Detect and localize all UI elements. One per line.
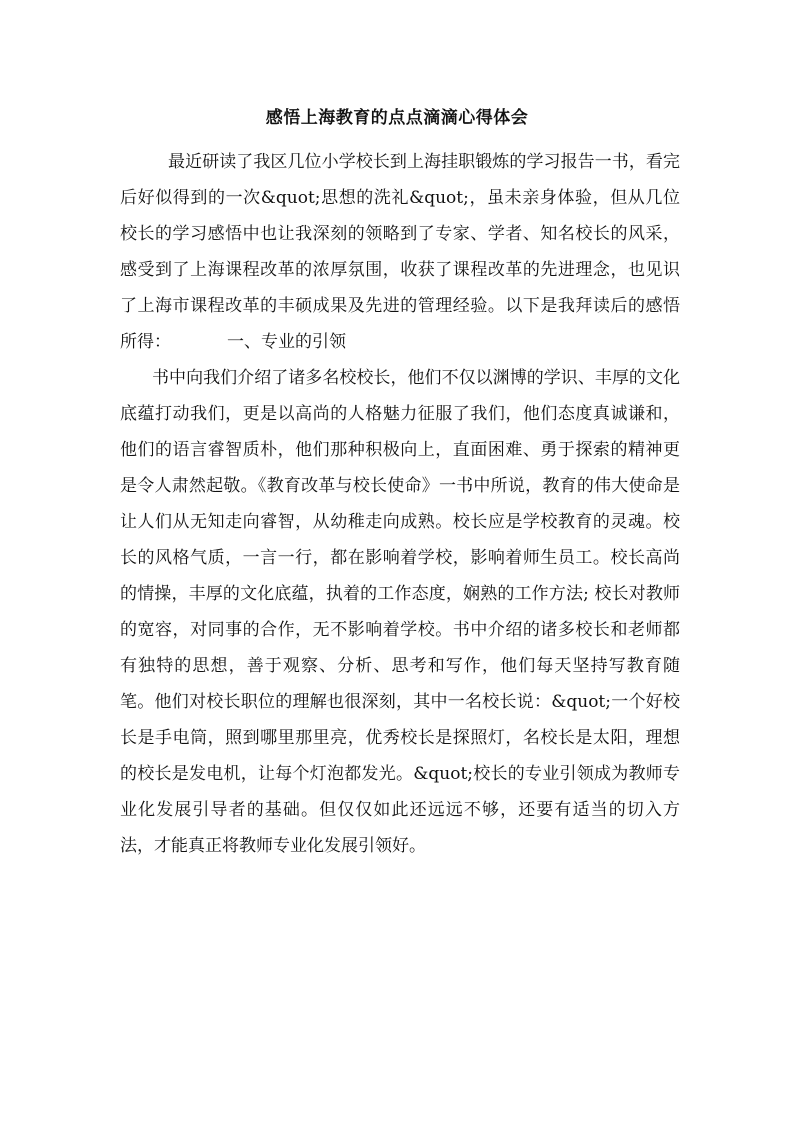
document-body bbox=[120, 144, 680, 864]
paragraph-professional-guidance: 书中向我们介绍了诸多名校校长，他们不仅以渊博的学识、丰厚的文化底蕴打动我们，更是以高尚的人格魅力征服了我们，他们态度真诚谦和，他们的语言睿智质朴，他们那种积极向上，直面困难、勇于探索的精神更是令人肃然起敬。《教育改革与校长使命》一书中所说，教育的伟大使命是让人们从无知走向睿智，从幼稚走向成熟。校长应是学校教育的灵魂。校长的风格气质，一言一行，都在影响着学校，影响着师生员工。校长高尚的情操，丰厚的文化底蕴，执着的工作态度，娴熟的工作方法; 校长对教师的宽容，对同事的合作，无不影响着学校。书中介绍的诸多校长和老师都有独特的思想，善于观察、分析、思考和写作，他们每天坚持写教育随笔。他们对校长职位的理解也很深刻，其中一名校长说：&quot;一个好校长是手电筒，照到哪里那里亮，优秀校长是探照灯，名校长是太阳，理想的校长是发电机，让每个灯泡都发光。&quot;校长的专业引领成为教师专业化发展引导者的基础。但仅仅如此还远远不够，还要有适当的切入方法，才能真正将教师专业化发展引领好。 bbox=[120, 368, 680, 856]
paragraph-intro bbox=[120, 144, 680, 360]
paragraph-intro-text: 最近研读了我区几位小学校长到上海挂职锻炼的学习报告一书，看完后好似得到的一次&quot;思想的洗礼&quot;，虽未亲身体验，但从几位校长的学习感悟中也让我深刻的领略到了专家、学者、知名校长的风采，感受到了上海课程改革的浓厚氛围，收获了课程改革的先进理念，也见识了上海市课程改革的丰硕成果及先进的管理经验。以下是我拜读后的感悟所得： bbox=[120, 152, 680, 352]
document-title: 感悟上海教育的点点滴滴心得体会 bbox=[265, 108, 529, 128]
section-heading: 一、专业的引领 bbox=[227, 332, 346, 352]
